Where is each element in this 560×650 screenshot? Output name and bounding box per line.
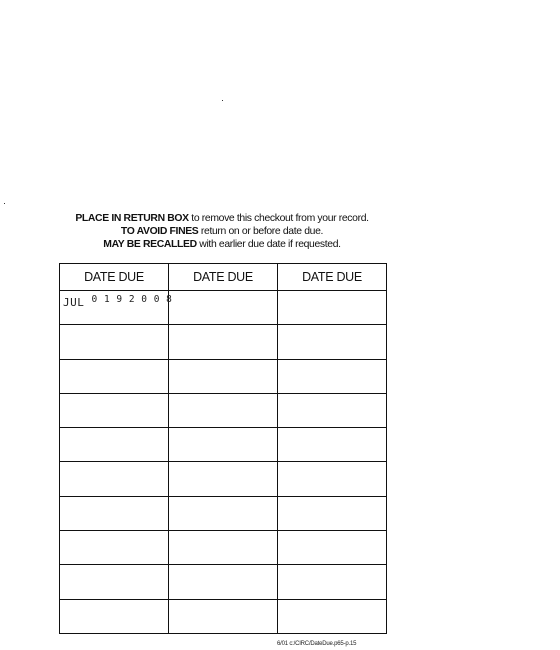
date-due-cell: [60, 496, 169, 530]
notice-line-return-box: PLACE IN RETURN BOX to remove this checkout from your record.: [75, 213, 369, 224]
date-due-cell: [60, 359, 169, 393]
date-due-cell: [169, 462, 278, 496]
date-due-cell: [169, 565, 278, 599]
date-due-header: DATE DUE: [60, 264, 169, 291]
date-due-cell: [60, 428, 169, 462]
form-code: 6/01 c:/CIRC/DateDue.p65-p.15: [277, 641, 357, 647]
date-due-header: DATE DUE: [169, 264, 278, 291]
date-due-cell: [169, 599, 278, 633]
date-due-cell: [278, 531, 387, 565]
date-due-cell: [60, 565, 169, 599]
table-row: [60, 359, 387, 393]
date-due-header: DATE DUE: [278, 264, 387, 291]
table-row: [60, 325, 387, 359]
due-date-stamp: [63, 296, 172, 309]
date-due-cell: [278, 496, 387, 530]
date-due-cell: [278, 599, 387, 633]
date-due-cell: [169, 359, 278, 393]
scan-speck: [4, 203, 5, 204]
date-due-cell: [278, 325, 387, 359]
date-due-cell: [60, 325, 169, 359]
stamp-month: JUL: [63, 296, 85, 309]
table-row: [60, 565, 387, 599]
date-due-cell: [169, 496, 278, 530]
date-due-cell: [60, 531, 169, 565]
table-row: [60, 462, 387, 496]
notice-line-recall: MAY BE RECALLED with earlier due date if requested.: [103, 239, 341, 250]
date-due-cell: [278, 291, 387, 325]
table-row: [60, 428, 387, 462]
table-row: [60, 496, 387, 530]
date-due-cell: [60, 462, 169, 496]
table-row: [60, 599, 387, 633]
notice-line-avoid-fines: TO AVOID FINES return on or before date due.: [120, 226, 324, 237]
date-due-table: [59, 263, 387, 634]
date-due-cell: [169, 428, 278, 462]
table-row: [60, 393, 387, 427]
date-due-cell: [60, 393, 169, 427]
stamp-date: 0 1 9 2 0 0 8: [91, 294, 173, 305]
table-row: [60, 531, 387, 565]
due-date-notice: [56, 212, 388, 251]
scan-speck: [222, 100, 223, 101]
date-due-cell: [60, 291, 173, 325]
date-due-cell: [169, 393, 278, 427]
date-due-cell: [169, 291, 278, 325]
table-row: [60, 291, 387, 325]
date-due-cell: [278, 428, 387, 462]
date-due-cell: [169, 325, 278, 359]
date-due-cell: [278, 393, 387, 427]
date-due-cell: [60, 599, 169, 633]
date-due-cell: [169, 531, 278, 565]
date-due-header-row: [60, 264, 387, 291]
date-due-cell: [278, 565, 387, 599]
date-due-cell: [278, 359, 387, 393]
date-due-cell: [278, 462, 387, 496]
